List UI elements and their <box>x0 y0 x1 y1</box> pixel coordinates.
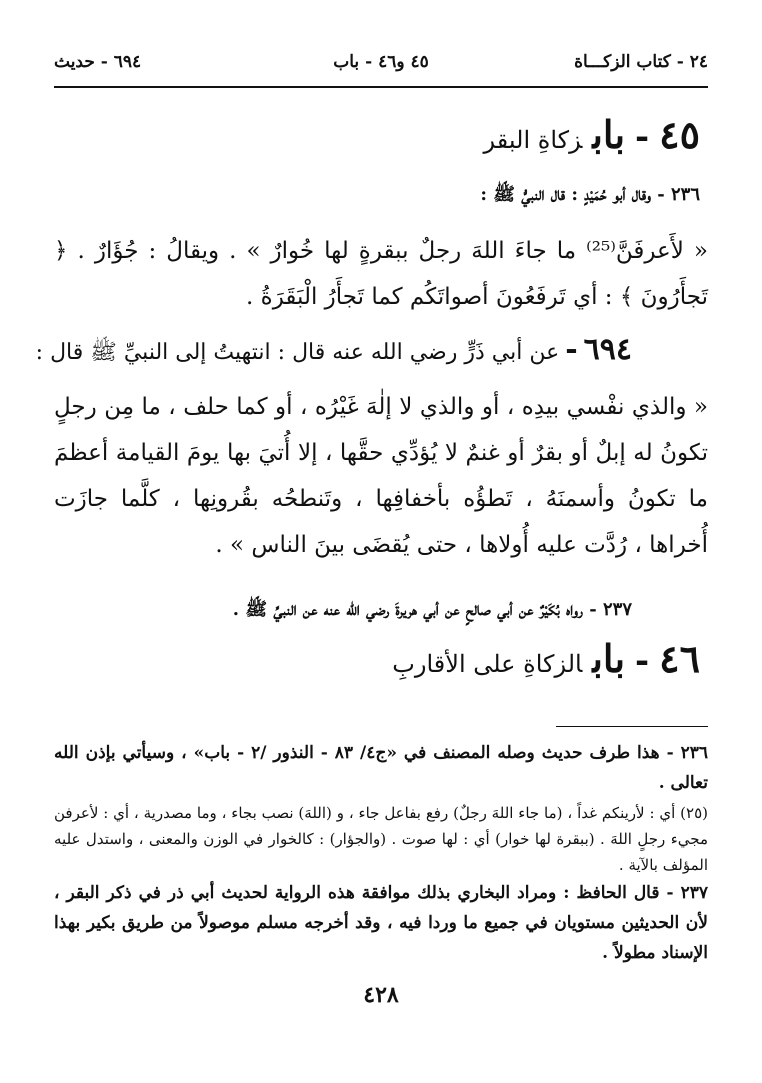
chapter-dash: - <box>635 117 650 157</box>
hadith-694-text: « والذي نفْسي بيدِه ، أو والذي لا إلٰهَ غَيْرُه ، أو كما حلف ، ما مِن رجلٍ تكونُ له إبلٌ أو بقرٌ أو غنمٌ لا يُؤدِّي حقَّها ، إلا أُتيَ بها يومَ القيامة أعظمَ ما تكونُ وأسمنَهُ ، تَطؤُه بأخفافِها ، وتَنطحُه بقُرونِها ، كلَّما جازَت أُخراها ، رُدَّت عليه أُولاها ، حتى يُقضَى بينَ الناس » . <box>54 394 708 558</box>
chapter-bab-label: باب <box>592 112 626 157</box>
hadith-isnad: عن أبي ذَرٍّ رضي الله عنه قال : انتهيتُ إلى النبيِّ ﷺ قال : <box>35 340 560 365</box>
chapter-dash: - <box>635 641 650 681</box>
footnote-236: ٢٣٦ - هذا طرف حديث وصله المصنف في «ج٤/ ٨٣ - النذور /٢ - باب» ، وسيأتي بإذن الله تعالى . <box>54 743 708 793</box>
hadith-number: ٦٩٤ <box>583 332 632 367</box>
header-chapter-range: ٤٥ و٤٦ - باب <box>333 52 429 72</box>
footnote-divider <box>556 726 708 727</box>
chapter-number: ٤٦ <box>659 636 700 681</box>
hadith-694-heading <box>35 332 632 370</box>
chapter-title: زكاةِ البقر <box>483 126 583 154</box>
tarjama-236: ٢٣٦ - وقال أبو حُمَيْدٍ : قال النبيُّ ﷺ : <box>480 184 700 205</box>
chapter-heading-46 <box>54 636 700 681</box>
running-header <box>54 50 708 88</box>
footnote-237: ٢٣٧ - قال الحافظ : ومراد البخاري بذلك موافقة هذه الرواية لحديث أبي ذر في ذكر البقر ، لأن الحديثين مستويان في جميع ما وردا فيه ، وقد أخرجه مسلم موصولاً من طريق بكير بهذا الإسناد مطولاً . <box>54 883 708 963</box>
hadith-dash: - <box>565 332 578 367</box>
header-hadith-number: ٦٩٤ - حديث <box>54 52 142 72</box>
chapter-bab-label: باب <box>592 636 626 681</box>
chapter-title: الزكاةِ على الأقاربِ <box>392 650 583 678</box>
footnote-25: (٢٥) أي : لأرينكم غداً ، (ما جاء اللهَ رجلٌ) رفع بفاعل جاء ، و (اللهَ) نصب بجاء ، وما مصدرية ، أي : لأعرفن مجيء رجلٍ اللهَ . (ببقرة لها خوار) أي : لها صوت . (والجؤار) : كالخوار في الوزن والمعنى ، واستدل عليه المؤلف بالآية . <box>54 804 708 874</box>
header-book-title: ٢٤ - كتاب الزكـــاة <box>574 52 708 72</box>
tarjama-237: ٢٣٧ - رواه بُكَيْرٌ عن أبي صالحٍ عن أبي هريرةَ رضي الله عنه عن النبيِّ ﷺ . <box>232 599 632 620</box>
quote-236: « لأَعرفَنَّ⁽²⁵⁾ ما جاءَ اللهَ رجلٌ ببقرةٍ لها خُوارٌ » . ويقالُ : جُؤَارٌ . ﴿ تَجأَرُونَ ﴾ : أي تَرفَعُونَ أصواتَكُم كما تَجأَرُ الْبَقَرَةُ . <box>54 238 708 310</box>
chapter-heading-45 <box>54 112 700 157</box>
chapter-number: ٤٥ <box>659 112 700 157</box>
page-number: ٤٢٨ <box>363 982 399 1008</box>
